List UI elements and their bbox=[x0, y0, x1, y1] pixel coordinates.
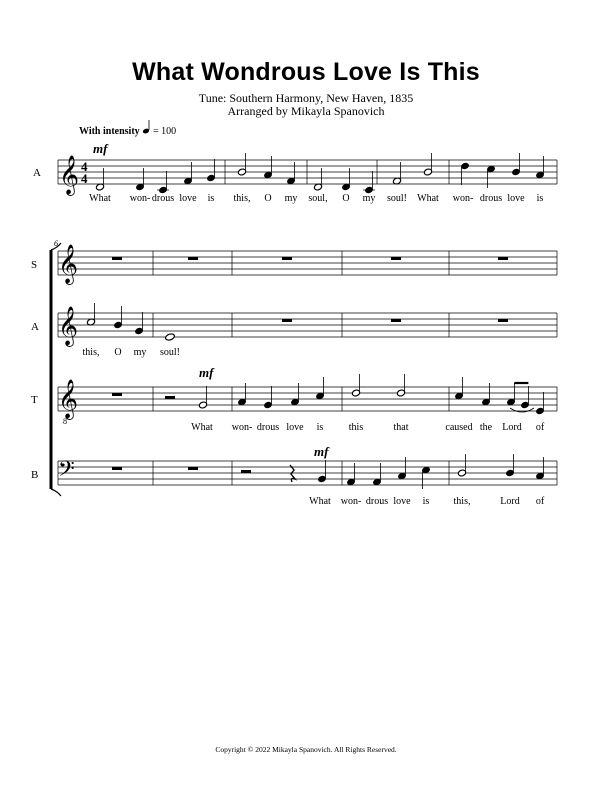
whole-rest bbox=[188, 257, 198, 260]
bass-syllable: love bbox=[393, 496, 411, 507]
quarter-note bbox=[113, 306, 122, 329]
time-sig-bottom: 4 bbox=[81, 171, 88, 186]
quarter-note bbox=[397, 457, 406, 480]
bass-syllable: is bbox=[422, 496, 430, 507]
tenor-syllable: of bbox=[535, 422, 545, 433]
part-label-a1: A bbox=[33, 167, 41, 179]
bass-syllable: of bbox=[535, 496, 545, 507]
tenor-syllable: love bbox=[286, 422, 304, 433]
bass-syllable: What bbox=[309, 496, 331, 507]
quarter-rest bbox=[290, 465, 295, 482]
treble-clef-icon: 𝄞 bbox=[59, 155, 80, 195]
treble-clef-icon: 𝄞 bbox=[58, 244, 79, 284]
quarter-note bbox=[290, 383, 299, 406]
quarter-note bbox=[183, 162, 192, 185]
tune-credit: Tune: Southern Harmony, New Haven, 1835 bbox=[198, 91, 414, 105]
half-note bbox=[457, 454, 466, 477]
quarter-note bbox=[511, 153, 520, 176]
alto-1-syllable: this, bbox=[233, 193, 251, 204]
tenor-syllable: What bbox=[191, 422, 213, 433]
staff-bass bbox=[58, 461, 557, 485]
dynamic-mf-1: mf bbox=[93, 141, 108, 156]
alto-1-syllable: love bbox=[507, 193, 525, 204]
quarter-note bbox=[206, 159, 215, 182]
quarter-note bbox=[481, 383, 490, 406]
alto-1-syllable: drous bbox=[479, 193, 503, 204]
alto-1-syllable: O bbox=[342, 193, 350, 204]
bass-syllable: this, bbox=[453, 496, 471, 507]
whole-rest bbox=[391, 257, 401, 260]
staff-alto-2 bbox=[58, 313, 557, 337]
half-note bbox=[423, 153, 432, 176]
tenor-syllable: Lord bbox=[502, 422, 522, 433]
half-note bbox=[351, 374, 360, 397]
alto-1-syllable: soul, bbox=[308, 193, 328, 204]
quarter-note bbox=[237, 383, 246, 406]
tenor-syllable: won- bbox=[231, 422, 253, 433]
quarter-note bbox=[506, 383, 515, 406]
bass-syllable: won- bbox=[340, 496, 362, 507]
bass-syllable: drous bbox=[365, 496, 389, 507]
quarter-note bbox=[315, 377, 324, 400]
arranger-credit: Arranged by Mikayla Spanovich bbox=[227, 104, 385, 118]
half-note bbox=[237, 153, 246, 176]
tempo-text: With intensity bbox=[79, 126, 140, 137]
part-label-t: T bbox=[31, 394, 38, 406]
quarter-note bbox=[486, 165, 495, 188]
half-note bbox=[392, 162, 401, 185]
alto-2-syllable: O bbox=[114, 347, 122, 358]
alto-1-syllable: What bbox=[89, 193, 111, 204]
whole-rest bbox=[112, 393, 122, 396]
staff-tenor bbox=[58, 387, 557, 411]
alto-2-syllable: soul! bbox=[160, 347, 180, 358]
half-rest bbox=[241, 470, 251, 473]
whole-rest bbox=[112, 467, 122, 470]
quarter-note bbox=[263, 156, 272, 179]
half-note bbox=[198, 386, 207, 409]
tenor-syllable: this bbox=[348, 422, 364, 433]
page-title: What Wondrous Love Is This bbox=[132, 58, 480, 86]
alto-1-syllable: my bbox=[362, 193, 376, 204]
quarter-note-icon bbox=[142, 120, 150, 134]
tenor-treble-clef-icon: 𝄞 bbox=[58, 379, 79, 419]
quarter-note bbox=[346, 463, 355, 486]
tenor-syllable: caused bbox=[445, 422, 473, 433]
staves-system-2 bbox=[58, 251, 557, 485]
dynamic-mf-tenor: mf bbox=[199, 365, 214, 380]
tenor-syllable: the bbox=[479, 422, 493, 433]
quarter-note bbox=[286, 162, 295, 185]
alto-1-syllable: is bbox=[536, 193, 544, 204]
treble-clef-icon: 𝄞 bbox=[58, 306, 79, 346]
whole-rest bbox=[498, 319, 508, 322]
notes-system-1 bbox=[95, 153, 544, 194]
part-label-s: S bbox=[31, 259, 38, 271]
alto-1-syllable: won- bbox=[129, 193, 151, 204]
whole-rest bbox=[282, 257, 292, 260]
alto-2-syllable: my bbox=[133, 347, 147, 358]
clef-octave-8: 8 bbox=[63, 417, 67, 426]
whole-rest bbox=[391, 319, 401, 322]
tenor-syllable: that bbox=[393, 422, 409, 433]
tempo-value: = 100 bbox=[153, 126, 177, 137]
alto-1-syllable: won- bbox=[452, 193, 474, 204]
alto-1-syllable: love bbox=[179, 193, 197, 204]
quarter-note bbox=[520, 386, 529, 409]
half-note bbox=[95, 168, 104, 191]
copyright-footer: Copyright © 2022 Mikayla Spanovich. All Rights Reserved. bbox=[215, 745, 397, 754]
lyrics-system-1 bbox=[89, 193, 543, 204]
quarter-note bbox=[363, 171, 375, 194]
alto-1-syllable: my bbox=[284, 193, 298, 204]
half-note bbox=[313, 168, 322, 191]
quarter-note bbox=[134, 312, 143, 335]
whole-rest bbox=[112, 257, 122, 260]
quarter-note bbox=[135, 168, 144, 191]
alto-1-syllable: soul! bbox=[387, 193, 407, 204]
measure-number: 6 bbox=[54, 239, 58, 248]
bass-syllable: Lord bbox=[500, 496, 520, 507]
tenor-syllable: is bbox=[316, 422, 324, 433]
time-sig-top: 4 bbox=[81, 159, 88, 174]
bass-clef-icon: 𝄢 bbox=[58, 457, 75, 487]
whole-note bbox=[165, 333, 176, 341]
quarter-note bbox=[535, 392, 544, 415]
alto-1-syllable: O bbox=[264, 193, 272, 204]
lyrics-system-2 bbox=[83, 347, 545, 507]
quarter-note bbox=[505, 454, 514, 477]
half-note bbox=[86, 303, 95, 326]
half-note bbox=[396, 374, 405, 397]
staff-soprano bbox=[58, 251, 557, 275]
slur bbox=[510, 408, 534, 412]
alto-2-syllable: this, bbox=[82, 347, 100, 358]
alto-1-syllable: is bbox=[207, 193, 215, 204]
alto-1-syllable: drous bbox=[151, 193, 175, 204]
whole-rest bbox=[282, 319, 292, 322]
quarter-note bbox=[535, 156, 544, 179]
staff-alto-1 bbox=[58, 160, 557, 184]
part-label-a2: A bbox=[31, 321, 39, 333]
quarter-note bbox=[535, 457, 544, 480]
half-rest bbox=[165, 396, 175, 399]
part-label-b: B bbox=[31, 469, 39, 481]
quarter-note bbox=[421, 466, 430, 489]
tenor-syllable: drous bbox=[256, 422, 280, 433]
quarter-note bbox=[372, 463, 381, 486]
quarter-note bbox=[157, 171, 169, 194]
quarter-note bbox=[460, 162, 469, 185]
whole-rest bbox=[188, 467, 198, 470]
quarter-note bbox=[341, 168, 350, 191]
quarter-note bbox=[454, 377, 463, 400]
dynamic-mf-bass: mf bbox=[314, 444, 329, 459]
alto-1-syllable: What bbox=[417, 193, 439, 204]
quarter-note bbox=[317, 460, 326, 483]
quarter-note bbox=[263, 386, 272, 409]
whole-rest bbox=[498, 257, 508, 260]
